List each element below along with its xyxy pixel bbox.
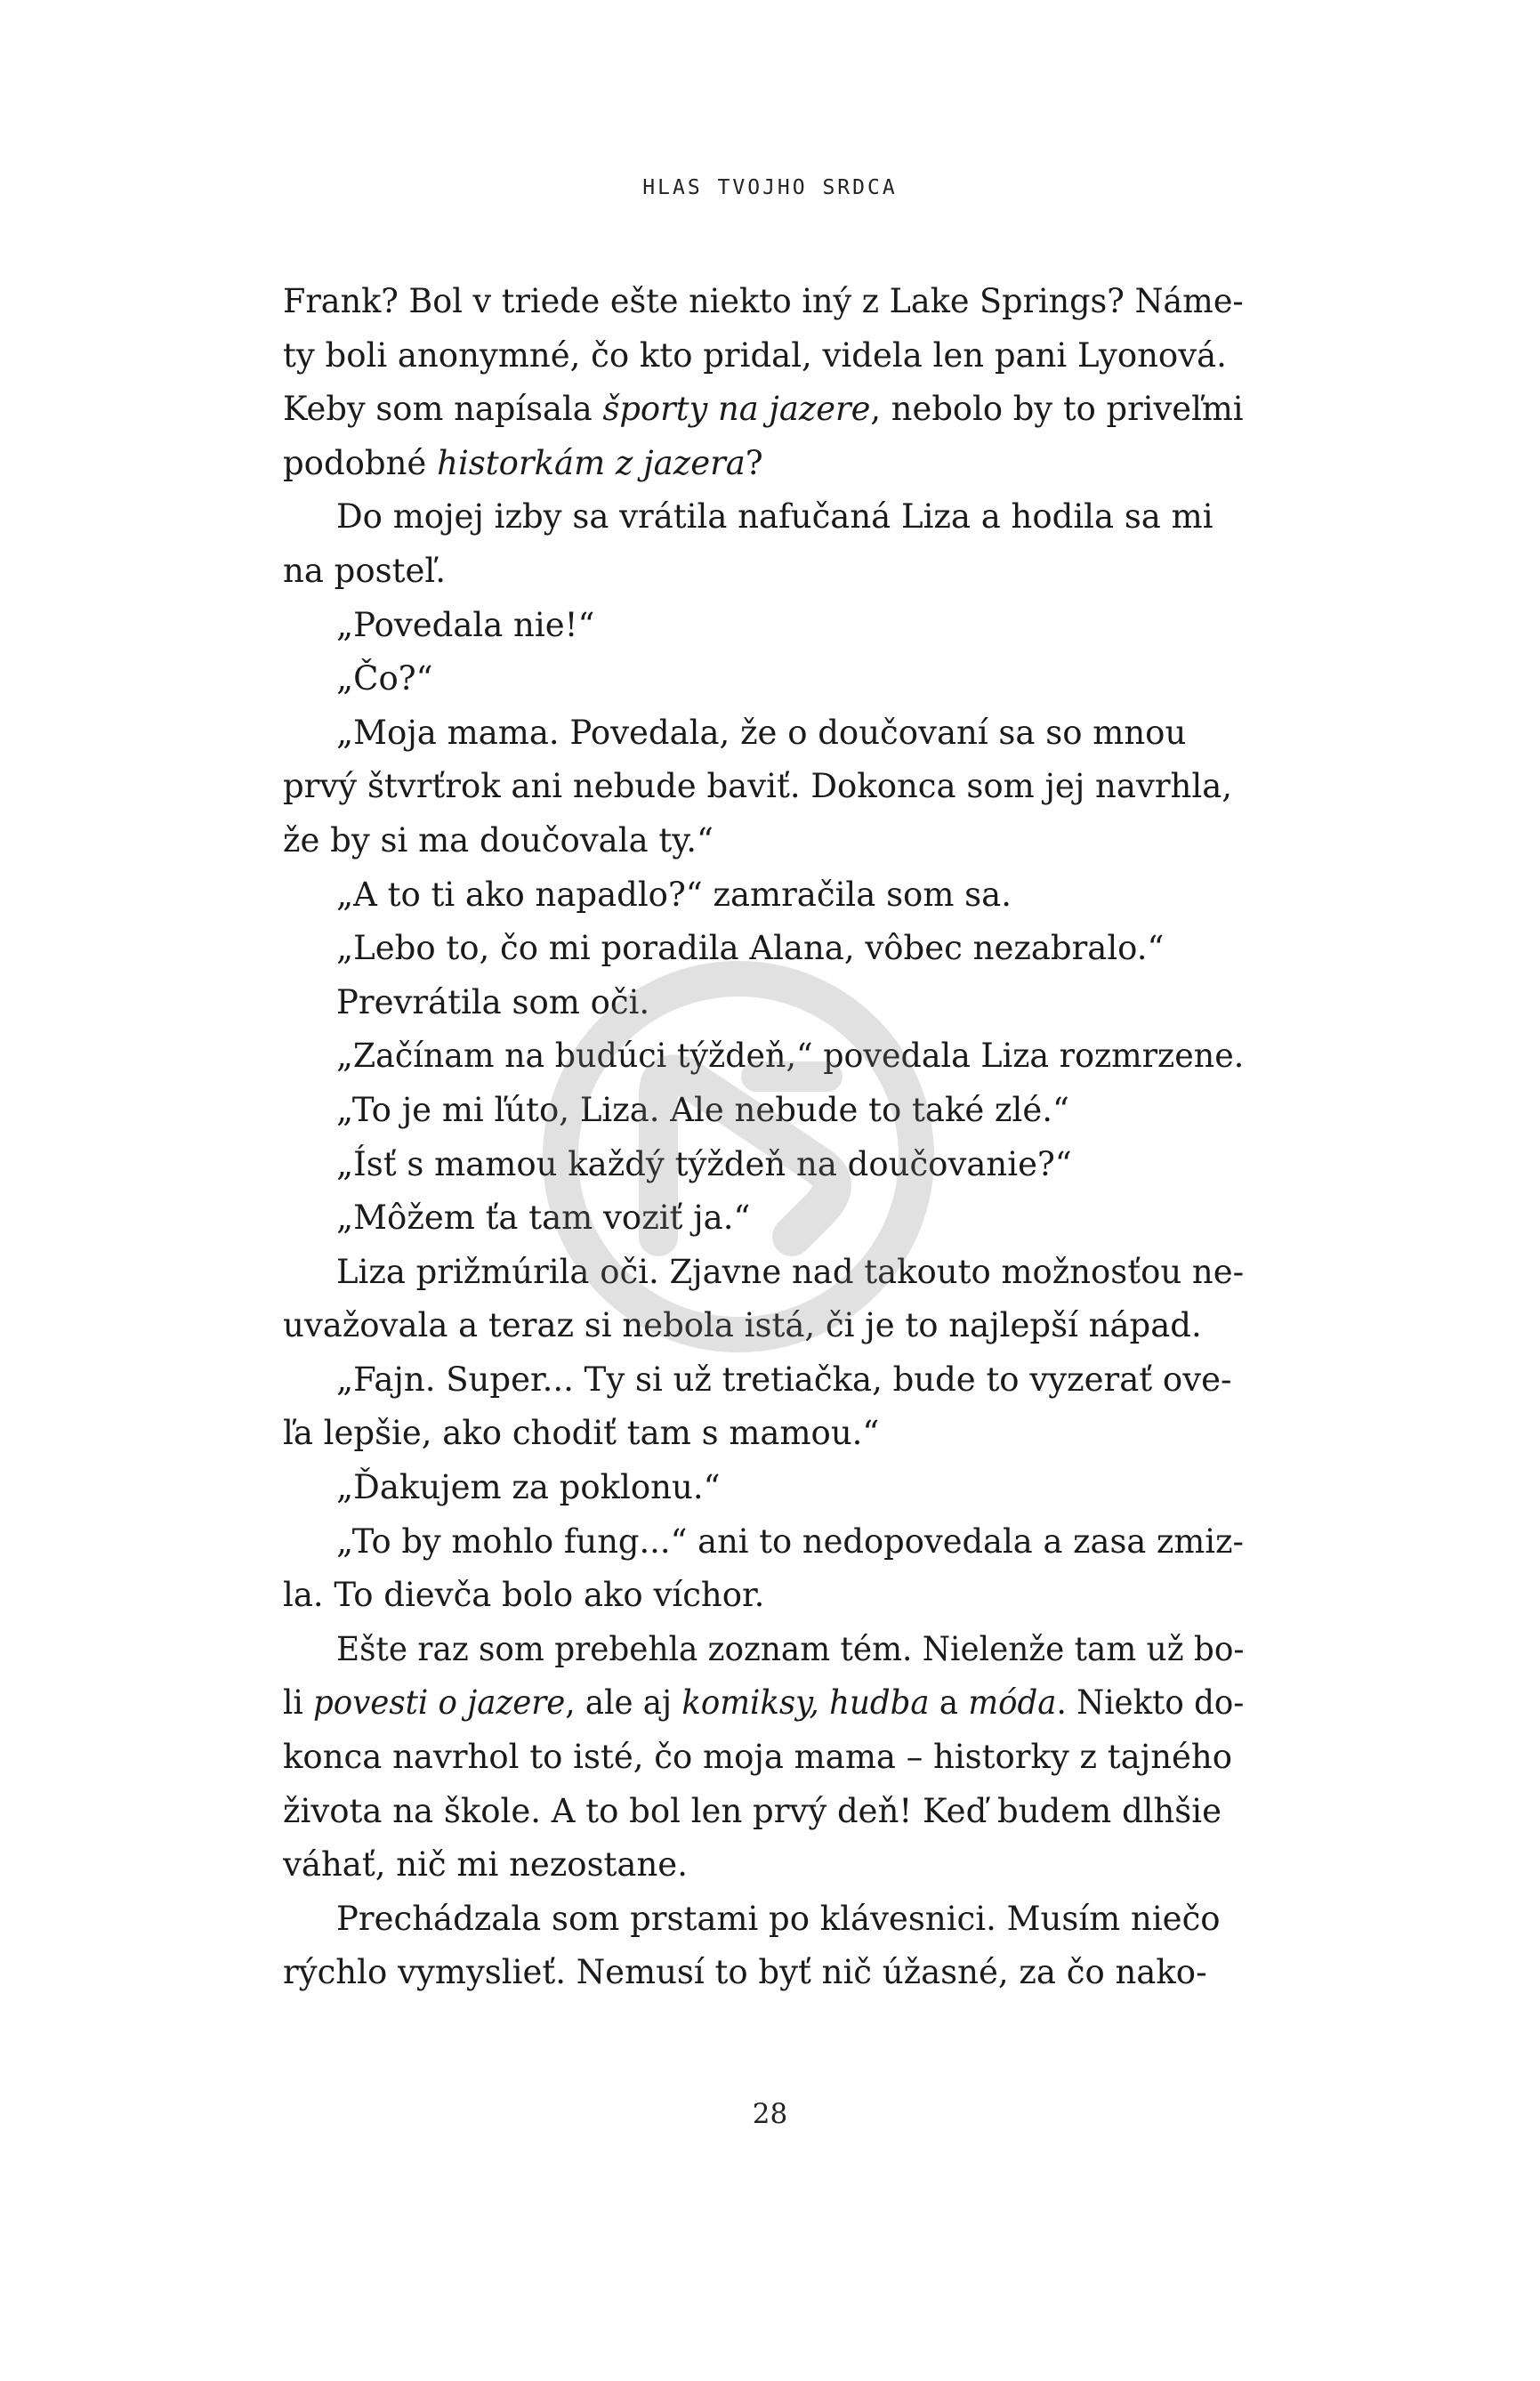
italic-title: športy na jazere: [602, 390, 871, 429]
text-line: že by si ma doučovala ty.“: [283, 820, 714, 860]
text-line: „Lebo to, čo mi poradila Alana, vôbec nezabralo.“: [336, 929, 1165, 968]
paragraph-12: [283, 1191, 1244, 1246]
text-line: Prechádzala som prstami po klávesnici. Musím niečo: [336, 1899, 1221, 1938]
paragraph-5: [283, 706, 1244, 868]
text-line: „To je mi ľúto, Liza. Ale nebude to také zlé.“: [336, 1090, 1069, 1129]
italic-title: historkám z jazera: [437, 443, 746, 482]
text-line: konca navrhol to isté, čo moja mama – historky z tajného: [283, 1738, 1233, 1777]
body-text: [283, 275, 1244, 2000]
paragraph-2: [283, 490, 1244, 598]
text-line: „Ísť s mamou každý týždeň na doučovanie?“: [336, 1144, 1072, 1183]
text-line: života na škole. A to bol len prvý deň! Keď budem dlhšie: [283, 1791, 1222, 1830]
italic-title: móda: [968, 1683, 1057, 1723]
text-run: li: [283, 1683, 314, 1723]
text-line: „A to ti ako napadlo?“ zamračila som sa.: [336, 875, 1012, 914]
text-line: „Povedala nie!“: [336, 605, 595, 644]
text-line: „Čo?“: [336, 659, 433, 698]
text-line: „Môžem ťa tam voziť ja.“: [336, 1199, 751, 1238]
text-line: Ešte raz som prebehla zoznam tém. Nielenže tam už bo-: [336, 1629, 1244, 1668]
text-line: ty boli anonymné, čo kto pridal, videla len pani Lyonová.: [283, 335, 1227, 375]
paragraph-8: [283, 976, 1244, 1030]
text-run: , nebolo by to priveľmi: [870, 390, 1244, 429]
text-line: la. To dievča bolo ako víchor.: [283, 1576, 765, 1615]
paragraph-18: [283, 1893, 1244, 2000]
paragraph-15: [283, 1461, 1244, 1515]
paragraph-3: [283, 599, 1244, 653]
text-line: Do mojej izby sa vrátila nafučaná Liza a hodila sa mi: [336, 497, 1213, 537]
paragraph-1: [283, 275, 1244, 490]
paragraph-17: [283, 1623, 1244, 1893]
text-line: [283, 437, 1244, 491]
text-line: „Moja mama. Povedala, že o doučovaní sa so mnou: [336, 713, 1187, 752]
text-line: na posteľ.: [283, 551, 446, 590]
italic-title: povesti o jazere: [313, 1683, 566, 1723]
paragraph-9: [283, 1029, 1244, 1084]
text-run: Keby som napísala: [283, 390, 603, 429]
text-run: . Niekto do-: [1056, 1683, 1244, 1723]
text-line: „Fajn. Super... Ty si už tretiačka, bude to vyzerať ove-: [336, 1360, 1232, 1399]
text-run: podobné: [283, 443, 438, 482]
paragraph-4: [283, 652, 1244, 706]
text-line: váhať, nič mi nezostane.: [283, 1845, 688, 1885]
text-run: a: [929, 1683, 969, 1723]
italic-title: komiksy, hudba: [681, 1683, 930, 1723]
text-run: , ale aj: [565, 1683, 682, 1723]
text-line: [283, 383, 1244, 437]
running-head: HLAS TVOJHO SRDCA: [642, 176, 898, 199]
text-line: [283, 1676, 1244, 1731]
paragraph-10: [283, 1084, 1244, 1138]
paragraph-6: [283, 868, 1244, 923]
paragraph-7: [283, 922, 1244, 976]
paragraph-13: [283, 1246, 1244, 1353]
paragraph-16: [283, 1515, 1244, 1623]
text-line: Liza prižmúrila oči. Zjavne nad takouto možnosťou ne-: [336, 1252, 1244, 1291]
text-line: rýchlo vymyslieť. Nemusí to byť nič úžasné, za čo nako-: [283, 1953, 1207, 1992]
page-number: 28: [752, 2098, 788, 2130]
text-line: Frank? Bol v triede ešte niekto iný z Lake Springs? Náme-: [283, 282, 1244, 320]
text-line: Prevrátila som oči.: [336, 982, 650, 1021]
text-line: ľa lepšie, ako chodiť tam s mamou.“: [283, 1414, 880, 1453]
text-line: uvažovala a teraz si nebola istá, či je to najlepší nápad.: [283, 1306, 1202, 1345]
text-line: „Začínam na budúci týždeň,“ povedala Liza rozmrzene.: [336, 1037, 1244, 1076]
text-line: „Ďakujem za poklonu.“: [336, 1468, 721, 1507]
paragraph-14: [283, 1353, 1244, 1461]
text-line: prvý štvrťrok ani nebude baviť. Dokonca som jej navrhla,: [283, 767, 1233, 806]
paragraph-11: [283, 1138, 1244, 1192]
text-line: „To by mohlo fung...“ ani to nedopovedala a zasa zmiz-: [336, 1521, 1244, 1561]
text-run: ?: [745, 443, 763, 482]
